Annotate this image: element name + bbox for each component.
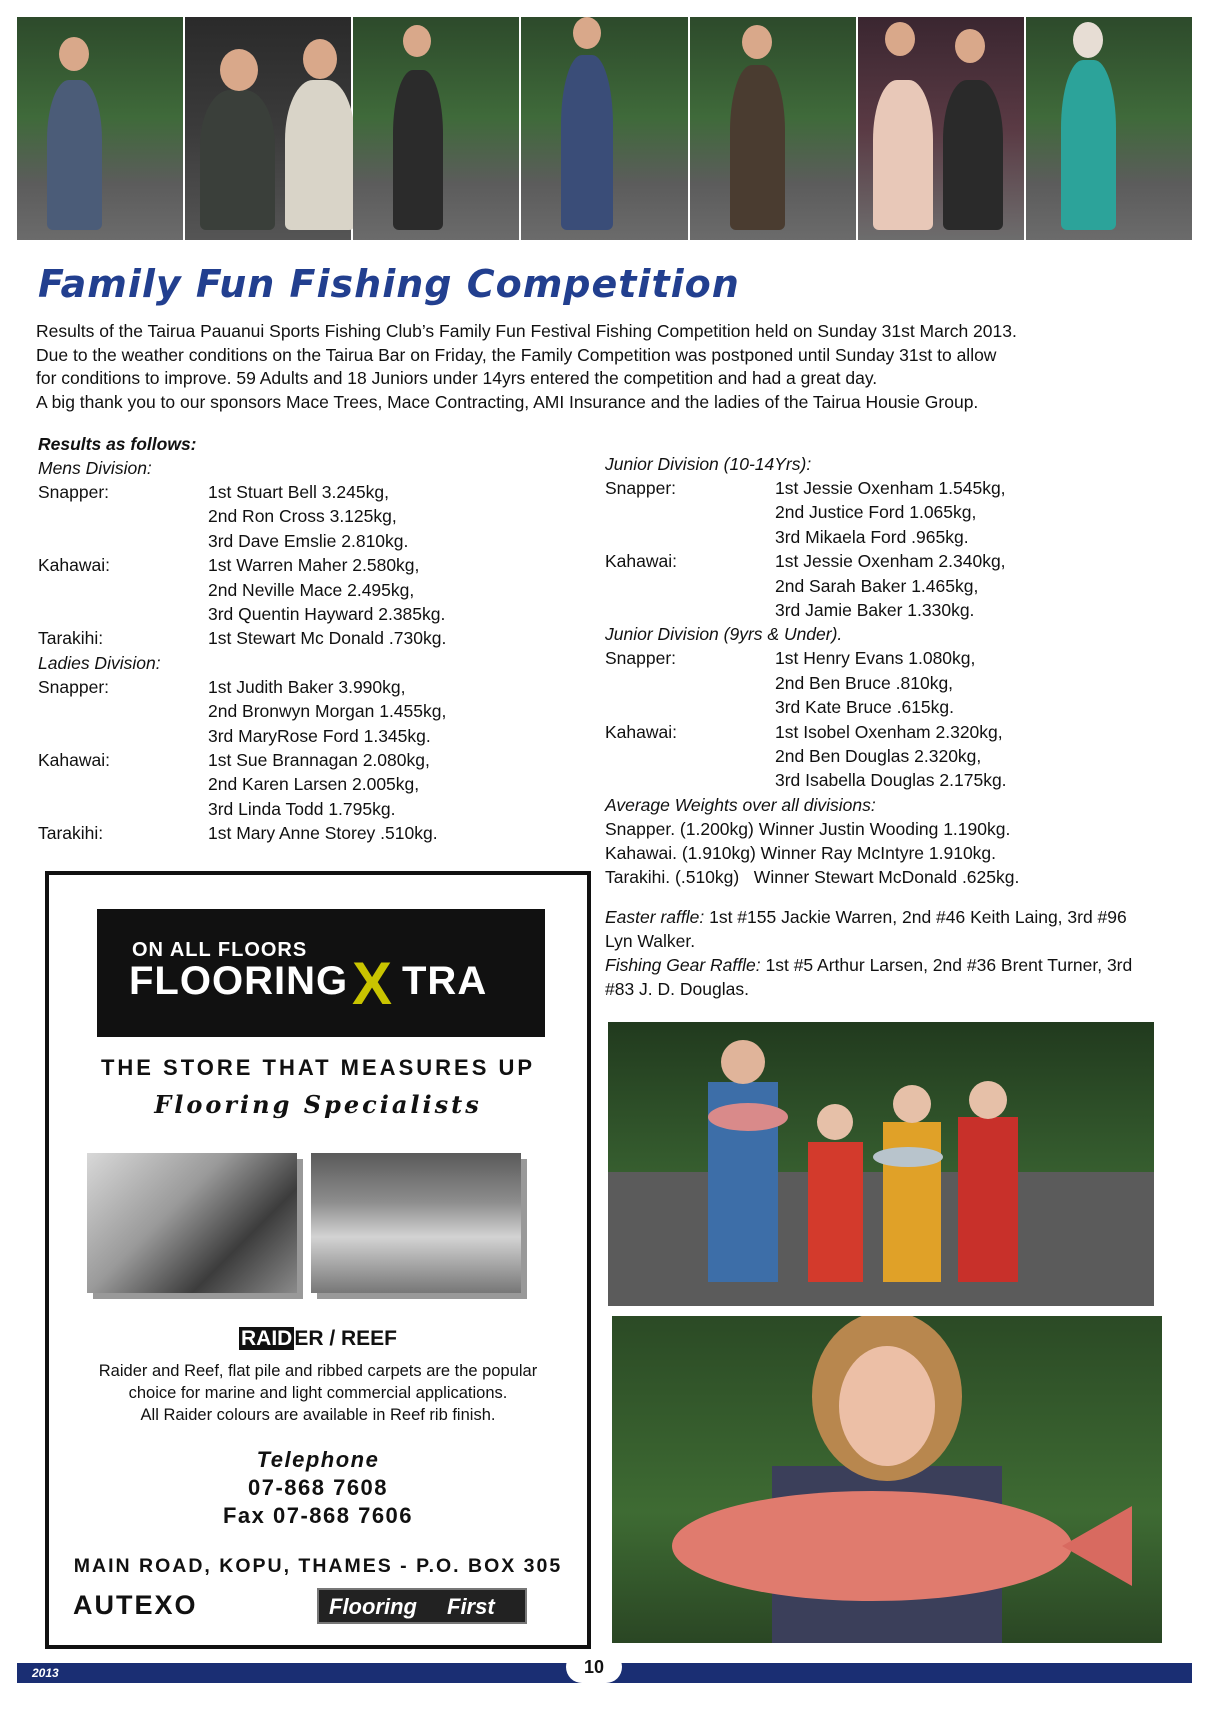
results-heading: Results as follows: <box>38 434 197 454</box>
brand-highlight: RAID <box>240 1327 293 1350</box>
result-line: 1st Stuart Bell 3.245kg, <box>208 482 389 502</box>
photo-ladies-prize <box>858 17 1024 240</box>
results-left-column <box>38 432 598 846</box>
result-line: 2nd Karen Larsen 2.005kg, <box>208 774 420 795</box>
result-group <box>605 646 1185 719</box>
result-line: 1st Isobel Oxenham 2.320kg, <box>775 721 1003 742</box>
result-line: 1st Stewart Mc Donald .730kg. <box>208 628 447 649</box>
flooring-first-right: First <box>447 1594 495 1619</box>
ad-contact <box>49 1446 587 1530</box>
average-line: Kahawai. (1.910kg) Winner Ray McIntyre 1.910kg. <box>605 842 997 863</box>
intro-line: for conditions to improve. 59 Adults and 18 Juniors under 14yrs entered the competition and had a great day. <box>36 368 878 388</box>
ad-description-line: choice for marine and light commercial applications. <box>128 1384 508 1402</box>
result-line: 1st Sue Brannagan 2.080kg, <box>208 750 430 771</box>
ad-description-line: Raider and Reef, flat pile and ribbed carpets are the popular <box>98 1362 538 1380</box>
result-group <box>38 675 598 748</box>
intro-line: Due to the weather conditions on the Tairua Bar on Friday, the Family Competition was postponed until Sunday 31st to allow <box>36 344 997 365</box>
result-line: 1st Henry Evans 1.080kg, <box>775 648 976 669</box>
result-line: 1st Jessie Oxenham 1.545kg, <box>775 478 1006 498</box>
species-label: Tarakihi: <box>38 823 104 844</box>
photo-angler-1 <box>17 17 183 240</box>
result-line: 1st Mary Anne Storey .510kg. <box>208 823 438 844</box>
ladies-division-heading: Ladies Division: <box>38 652 161 673</box>
boat-deck-image <box>311 1153 521 1293</box>
result-line: 3rd Dave Emslie 2.810kg. <box>208 530 409 551</box>
logo-word-flooring: FLOORING <box>129 959 349 1003</box>
result-line: 2nd Neville Mace 2.495kg, <box>208 579 415 600</box>
result-group <box>38 480 598 553</box>
gear-raffle-label: Fishing Gear Raffle: <box>605 954 761 975</box>
result-group <box>38 553 598 626</box>
flooring-first-left: Flooring <box>329 1594 417 1619</box>
page-title: Family Fun Fishing Competition <box>38 262 740 306</box>
ad-tagline: THE STORE THAT MEASURES UP <box>100 1055 536 1080</box>
result-line: 2nd Ben Douglas 2.320kg, <box>775 746 982 767</box>
logo-tagline: ON ALL FLOORS <box>132 939 308 961</box>
result-line: 2nd Sarah Baker 1.465kg, <box>775 575 979 596</box>
species-label: Tarakihi: <box>38 628 104 649</box>
result-group <box>605 476 1185 549</box>
result-line: 2nd Bronwyn Morgan 1.455kg, <box>208 701 447 722</box>
result-group <box>38 748 598 821</box>
brand-rest: ER / REEF <box>294 1327 398 1350</box>
intro-paragraph <box>36 320 1166 414</box>
ad-specialists: Flooring Specialists <box>154 1090 482 1119</box>
average-line: Snapper. (1.200kg) Winner Justin Wooding 1.190kg. <box>605 818 1011 839</box>
easter-raffle-text: 1st #155 Jackie Warren, 2nd #46 Keith Laing, 3rd #96 Lyn Walker. <box>605 906 1127 951</box>
species-label: Kahawai: <box>605 551 677 572</box>
footer-year: 2013 <box>32 1666 59 1680</box>
photo-angler-5 <box>1026 17 1192 240</box>
species-label: Snapper: <box>38 676 110 697</box>
result-line: 3rd Quentin Hayward 2.385kg. <box>208 604 446 625</box>
junior-division-heading: Junior Division (10-14Yrs): <box>605 454 812 474</box>
species-label: Kahawai: <box>38 750 110 771</box>
photo-junior-anglers <box>608 1022 1154 1306</box>
result-line: 3rd Linda Todd 1.795kg. <box>208 798 396 819</box>
result-line: 1st Judith Baker 3.990kg, <box>208 676 406 697</box>
logo-x-mark: X <box>352 950 393 1017</box>
result-line: 3rd Kate Bruce .615kg. <box>775 697 954 718</box>
result-line: 3rd Mikaela Ford .965kg. <box>775 526 969 547</box>
result-line: 3rd Isabella Douglas 2.175kg. <box>775 770 1007 791</box>
gear-raffle <box>605 953 1155 1001</box>
logo-word-tra: TRA <box>402 959 488 1003</box>
result-group <box>605 549 1185 622</box>
result-group <box>605 720 1185 793</box>
telephone-label: Telephone <box>256 1447 380 1472</box>
species-label: Snapper: <box>605 478 677 498</box>
result-line: 2nd Justice Ford 1.065kg, <box>775 502 977 523</box>
photo-angler-2 <box>353 17 519 240</box>
results-right-column <box>605 452 1185 1001</box>
result-line: 3rd Jamie Baker 1.330kg. <box>775 600 975 621</box>
species-label: Kahawai: <box>605 721 677 742</box>
ad-address: MAIN ROAD, KOPU, THAMES - P.O. BOX 305 <box>73 1555 563 1577</box>
raider-reef-brand <box>49 1327 587 1351</box>
species-label: Snapper: <box>38 482 110 502</box>
page-number: 10 <box>566 1651 622 1683</box>
result-line: 1st Warren Maher 2.580kg, <box>208 555 420 576</box>
species-label: Kahawai: <box>38 555 110 576</box>
ad-description <box>49 1360 587 1426</box>
carpet-floor-image <box>87 1153 297 1293</box>
average-weights-heading: Average Weights over all divisions: <box>605 794 876 815</box>
species-label: Snapper: <box>605 648 677 669</box>
mens-division-heading: Mens Division: <box>38 458 152 478</box>
gear-raffle-text: 1st #5 Arthur Larsen, 2nd #36 Brent Turner, 3rd #83 J. D. Douglas. <box>605 954 1133 999</box>
result-group <box>38 821 598 845</box>
fax-number: Fax 07-868 7606 <box>222 1503 414 1528</box>
ad-description-line: All Raider colours are available in Reef rib finish. <box>140 1406 496 1424</box>
result-line: 2nd Ron Cross 3.125kg, <box>208 506 397 527</box>
result-line: 2nd Ben Bruce .810kg, <box>775 672 954 693</box>
telephone-number: 07-868 7608 <box>247 1475 389 1500</box>
average-line: Tarakihi. (.510kg) Winner Stewart McDonald .625kg. <box>605 866 1020 887</box>
result-line: 3rd MaryRose Ford 1.345kg. <box>208 725 431 746</box>
easter-raffle <box>605 905 1155 953</box>
photo-angler-3 <box>521 17 687 240</box>
photo-angler-4 <box>690 17 856 240</box>
average-weights <box>605 817 1185 889</box>
result-line: 1st Jessie Oxenham 2.340kg, <box>775 551 1006 572</box>
flooring-first-logo <box>317 1588 527 1624</box>
autex-logo: AUTEXO <box>73 1590 198 1620</box>
intro-line: Results of the Tairua Pauanui Sports Fishing Club’s Family Fun Festival Fishing Competition held on Sunday 31st March 2013. <box>36 321 1017 341</box>
under9-division-heading: Junior Division (9yrs & Under). <box>605 624 843 645</box>
flooring-xtra-logo <box>97 909 545 1037</box>
photo-prize-presentation <box>185 17 351 240</box>
result-group <box>38 626 598 650</box>
intro-line: A big thank you to our sponsors Mace Trees, Mace Contracting, AMI Insurance and the ladies of the Tairua Housie Group. <box>36 391 979 412</box>
raffle-results <box>605 905 1155 1001</box>
easter-raffle-label: Easter raffle: <box>605 906 705 927</box>
flooring-xtra-advertisement <box>45 871 591 1649</box>
top-photo-strip <box>17 17 1192 240</box>
photo-woman-with-snapper <box>612 1316 1162 1643</box>
